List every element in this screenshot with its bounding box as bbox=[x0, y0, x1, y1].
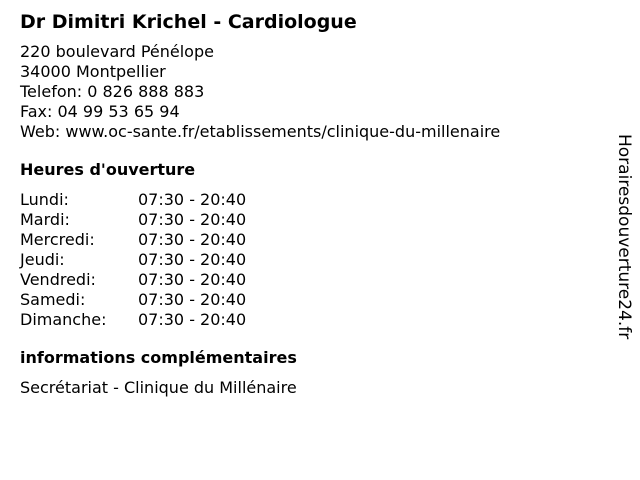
address-street: 220 boulevard Pénélope bbox=[20, 42, 214, 61]
hours-row-saturday bbox=[20, 290, 600, 310]
hours-time: 07:30 - 20:40 bbox=[138, 190, 247, 209]
hours-time: 07:30 - 20:40 bbox=[138, 310, 247, 329]
hours-row-thursday bbox=[20, 250, 600, 270]
hours-row-wednesday bbox=[20, 230, 600, 250]
contact-block bbox=[20, 42, 600, 142]
hours-day: Jeudi: bbox=[20, 250, 65, 269]
hours-row-monday bbox=[20, 190, 600, 210]
document bbox=[20, 10, 600, 398]
hours-row-friday bbox=[20, 270, 600, 290]
page-title: Dr Dimitri Krichel - Cardiologue bbox=[20, 11, 357, 33]
address-city: 34000 Montpellier bbox=[20, 62, 166, 81]
hours-day: Mercredi: bbox=[20, 230, 95, 249]
hours-day: Vendredi: bbox=[20, 270, 96, 289]
hours-time: 07:30 - 20:40 bbox=[138, 250, 247, 269]
phone-number: Telefon: 0 826 888 883 bbox=[20, 82, 205, 101]
hours-time: 07:30 - 20:40 bbox=[138, 230, 247, 249]
hours-row-sunday bbox=[20, 310, 600, 330]
opening-hours-table bbox=[20, 190, 600, 330]
hours-time: 07:30 - 20:40 bbox=[138, 290, 247, 309]
hours-day: Mardi: bbox=[20, 210, 70, 229]
fax-number: Fax: 04 99 53 65 94 bbox=[20, 102, 180, 121]
hours-day: Lundi: bbox=[20, 190, 69, 209]
additional-info-heading: informations complémentaires bbox=[20, 348, 297, 367]
site-watermark: Horairesdouverture24.fr bbox=[614, 134, 634, 340]
opening-hours-heading: Heures d'ouverture bbox=[20, 160, 196, 179]
hours-time: 07:30 - 20:40 bbox=[138, 270, 247, 289]
additional-info-text: Secrétariat - Clinique du Millénaire bbox=[20, 378, 297, 397]
hours-row-tuesday bbox=[20, 210, 600, 230]
website-link[interactable]: Web: www.oc-sante.fr/etablissements/clinique-du-millenaire bbox=[20, 122, 501, 141]
hours-time: 07:30 - 20:40 bbox=[138, 210, 247, 229]
hours-day: Dimanche: bbox=[20, 310, 107, 329]
hours-day: Samedi: bbox=[20, 290, 86, 309]
